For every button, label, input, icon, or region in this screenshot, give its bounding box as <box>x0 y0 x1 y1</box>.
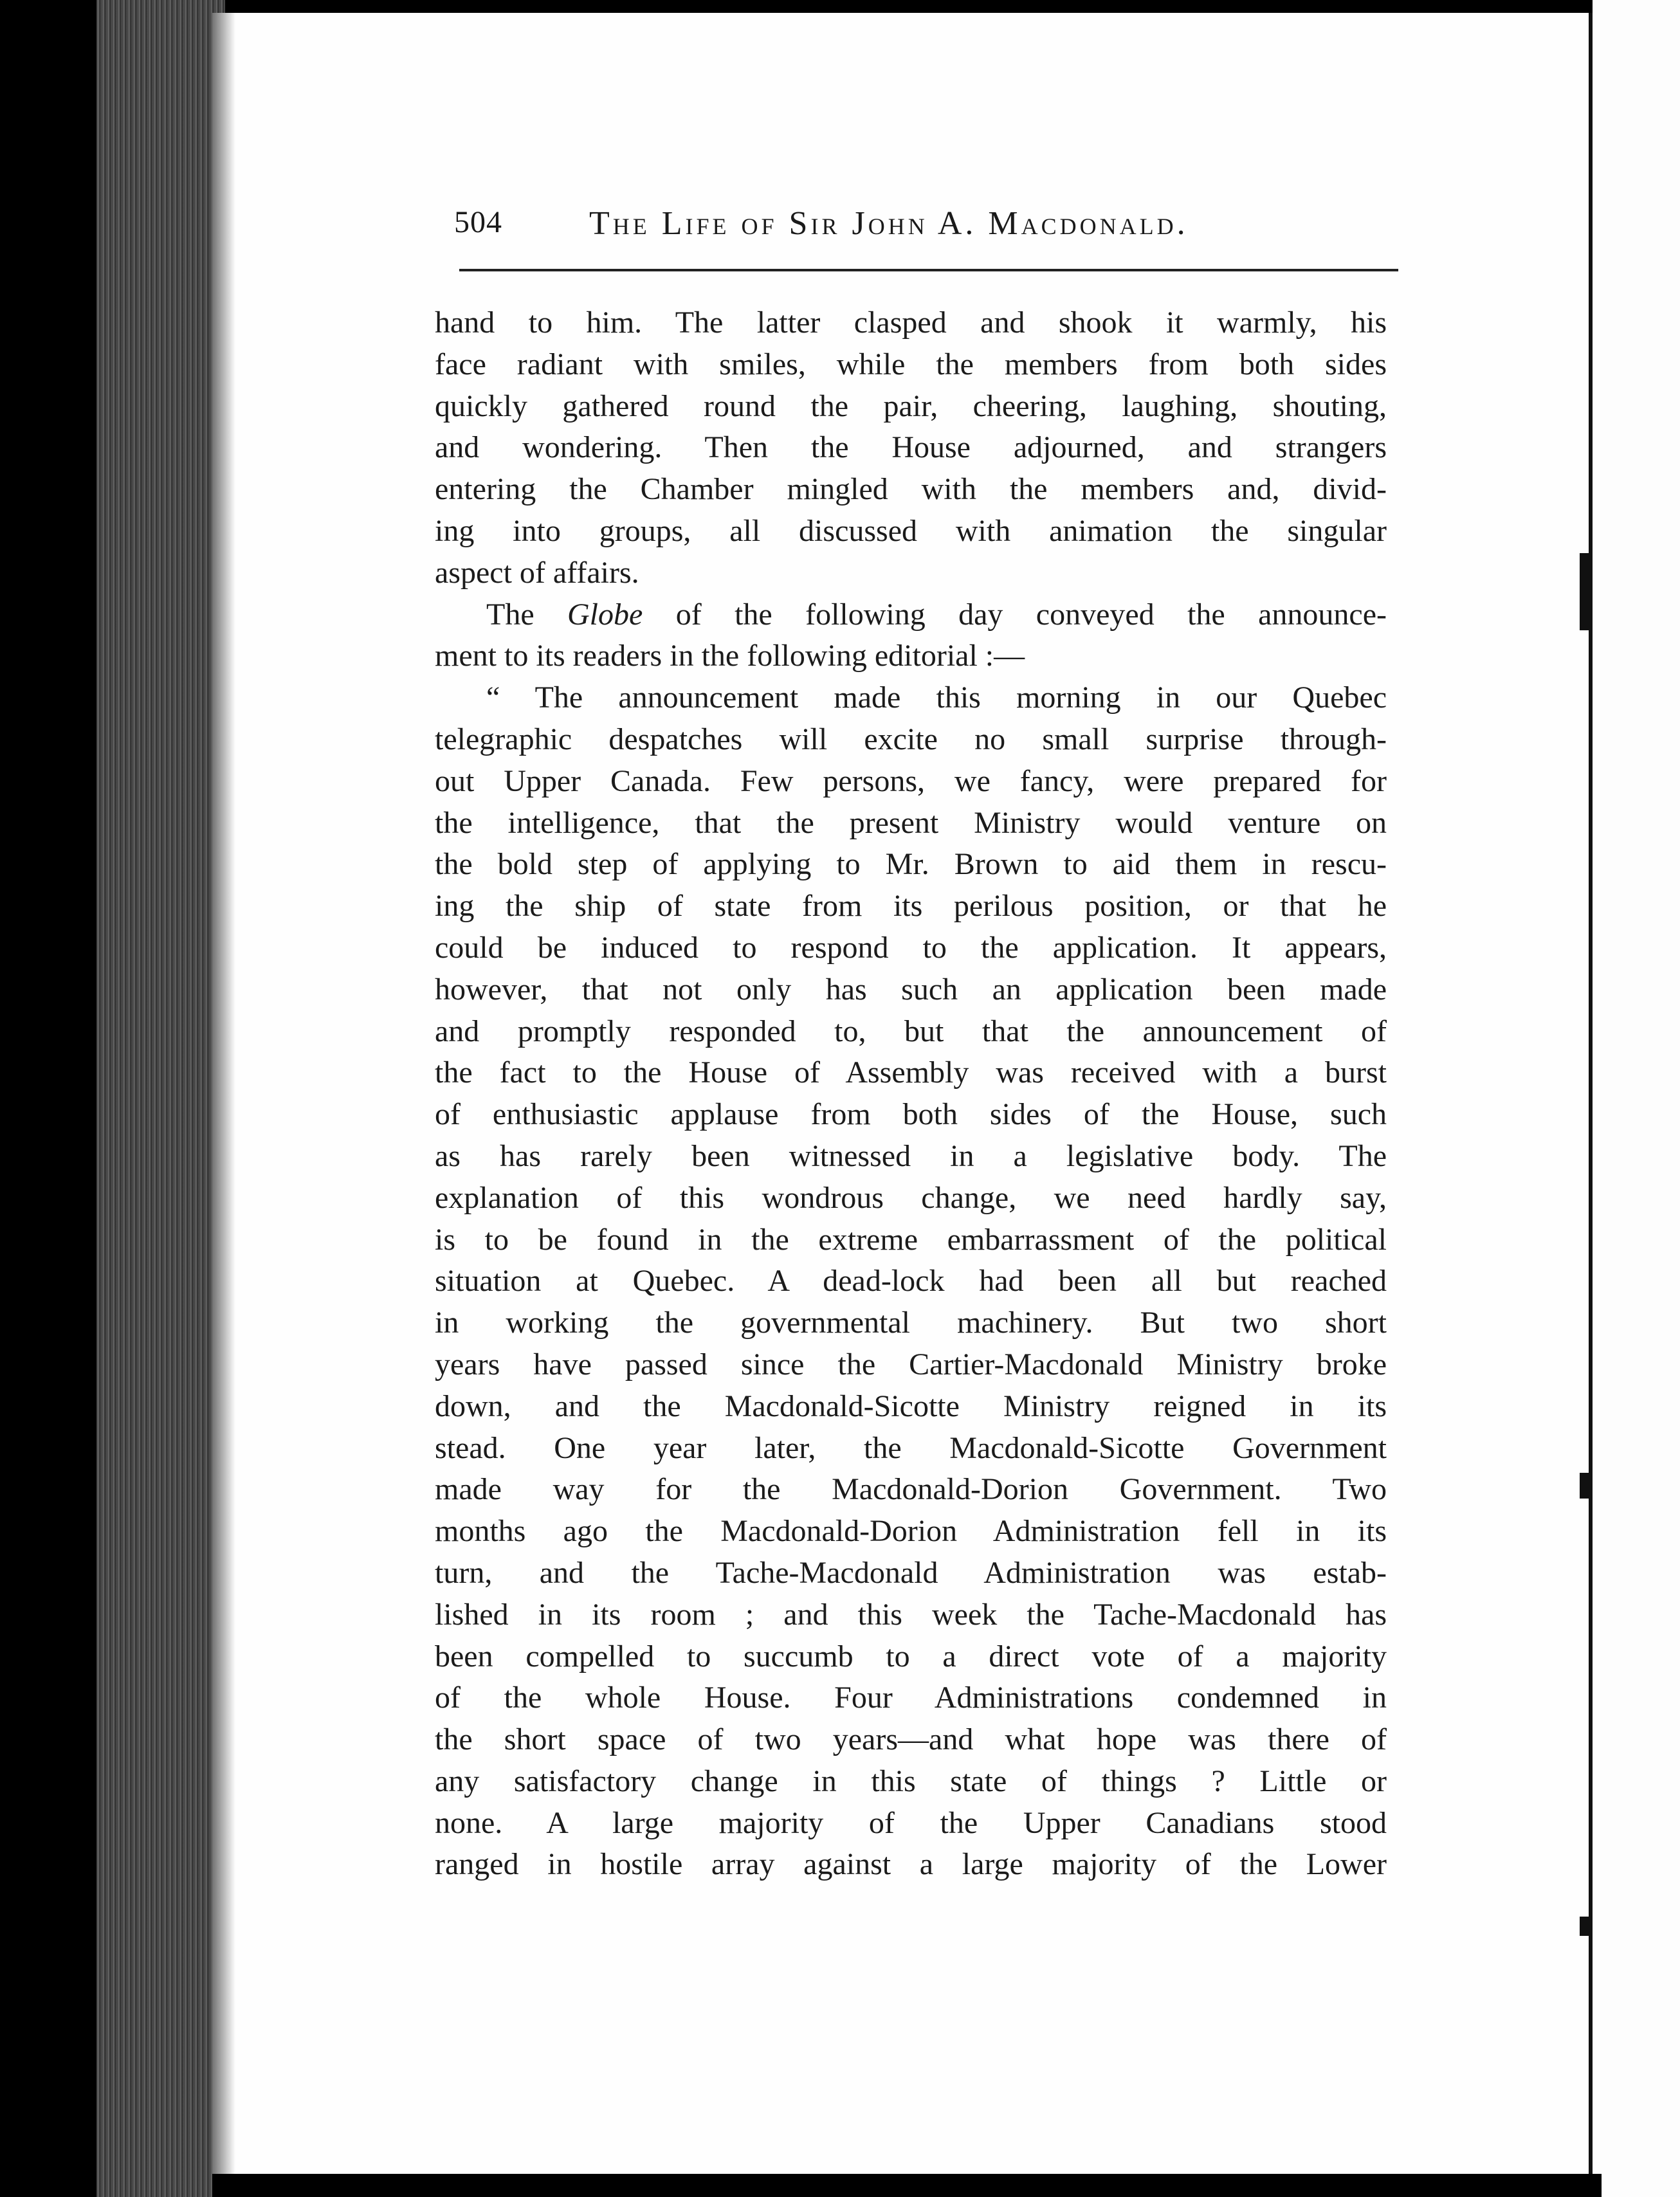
newspaper-title: Globe <box>567 597 643 632</box>
text-line: the intelligence, that the present Ministry would venture on <box>435 805 1387 840</box>
text-line: situation at Quebec. A dead-lock had been all but reached <box>435 1264 1387 1299</box>
text-line: telegraphic despatches will excite no small surprise through- <box>435 722 1387 756</box>
text-line: explanation of this wondrous change, we need hardly say, <box>435 1180 1387 1215</box>
text-line: years have passed since the Cartier-Macdonald Ministry broke <box>435 1347 1387 1381</box>
text-line: however, that not only has such an application been made <box>435 972 1387 1007</box>
text-line: ranged in hostile array against a large majority of the Lower <box>435 1847 1387 1882</box>
text-line: hand to him. The latter clasped and shook it warmly, his <box>435 305 1387 340</box>
page-number: 504 <box>454 205 502 239</box>
book-page-edges <box>96 0 225 2197</box>
text-line: could be induced to respond to the application. It appears, <box>435 930 1387 965</box>
running-header <box>454 205 1393 250</box>
text-line: turn, and the Tache-Macdonald Administration was estab- <box>435 1555 1387 1590</box>
text-line: ment to its readers in the following editorial :— <box>435 639 1025 673</box>
text-line: face radiant with smiles, while the members from both sides <box>435 347 1387 381</box>
text-line: and wondering. Then the House adjourned, and strangers <box>435 430 1387 465</box>
text-line: stead. One year later, the Macdonald-Sicotte Government <box>435 1430 1387 1465</box>
text-line: of enthusiastic applause from both sides of the House, such <box>435 1097 1387 1132</box>
text-line: as has rarely been witnessed in a legislative body. The <box>435 1138 1387 1173</box>
quoted-editorial <box>435 677 1387 1886</box>
text-line: none. A large majority of the Upper Canadians stood <box>435 1805 1387 1840</box>
text-line: is to be found in the extreme embarrassment of the political <box>435 1222 1387 1257</box>
text-line: been compelled to succumb to a direct vote of a majority <box>435 1639 1387 1673</box>
text-fragment: The <box>486 597 568 632</box>
text-line: aspect of affairs. <box>435 555 639 590</box>
text-line: the bold step of applying to Mr. Brown to aid them in rescu- <box>435 847 1387 882</box>
text-line: “ The announcement made this morning in our Quebec <box>486 680 1387 715</box>
paragraph <box>435 302 1387 594</box>
text-line: lished in its room ; and this week the Tache-Macdonald has <box>435 1597 1387 1632</box>
text-line: the fact to the House of Assembly was received with a burst <box>435 1055 1387 1090</box>
page-mark <box>1580 1473 1593 1499</box>
text-line: quickly gathered round the pair, cheering, laughing, shouting, <box>435 388 1387 423</box>
text-line: ing the ship of state from its perilous position, or that he <box>435 889 1387 924</box>
text-line: entering the Chamber mingled with the members and, divid- <box>435 472 1387 507</box>
running-title: The Life of Sir John A. Macdonald. <box>589 205 1189 242</box>
text-line: and promptly responded to, but that the announcement of <box>435 1014 1387 1048</box>
scan-bottom-border <box>212 2174 1602 2197</box>
page-mark <box>1580 553 1593 630</box>
body-text <box>435 302 1387 1886</box>
text-line: made way for the Macdonald-Dorion Government. Two <box>435 1472 1387 1507</box>
text-fragment: of the following day conveyed the announce- <box>643 597 1387 632</box>
text-line <box>435 594 1387 636</box>
text-line: out Upper Canada. Few persons, we fancy, were prepared for <box>435 763 1387 798</box>
text-line: months ago the Macdonald-Dorion Administration fell in its <box>435 1514 1387 1549</box>
paragraph <box>435 594 1387 678</box>
header-rule <box>459 269 1398 271</box>
gutter-shadow <box>212 13 235 2184</box>
text-line: any satisfactory change in this state of things ? Little or <box>435 1764 1387 1798</box>
text-line: ing into groups, all discussed with animation the singular <box>435 513 1387 548</box>
page-mark <box>1580 1917 1593 1936</box>
adjacent-page-strip <box>1593 0 1680 2197</box>
text-line: down, and the Macdonald-Sicotte Ministry reigned in its <box>435 1389 1387 1423</box>
text-line: of the whole House. Four Administrations condemned in <box>435 1681 1387 1715</box>
text-line: in working the governmental machinery. But two short <box>435 1306 1387 1340</box>
text-line: the short space of two years—and what hope was there of <box>435 1722 1387 1757</box>
